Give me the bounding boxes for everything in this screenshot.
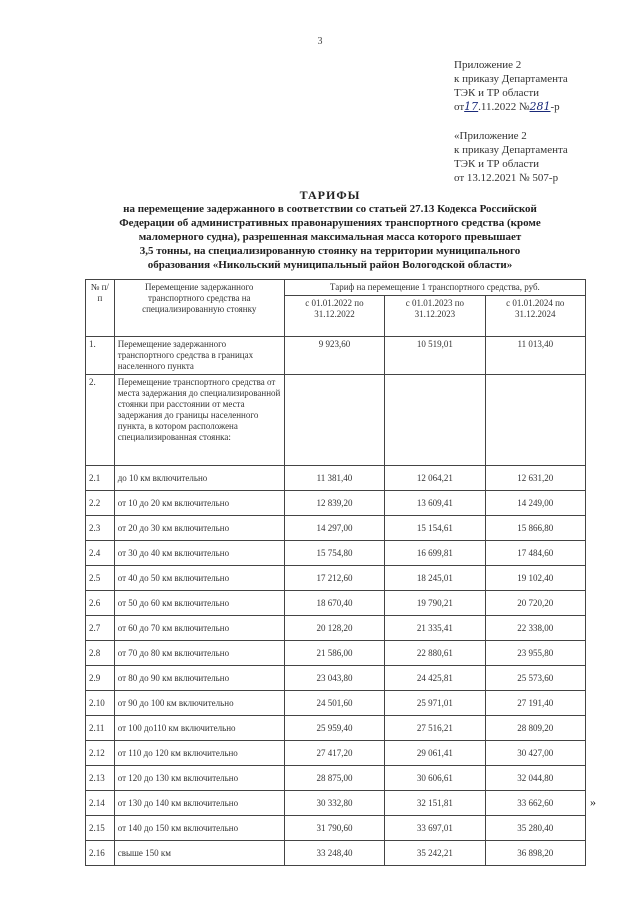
row-value: 12 631,20 xyxy=(485,466,585,491)
table-row xyxy=(86,841,586,866)
header-period: с 01.01.2022 по 31.12.2022 xyxy=(284,296,384,337)
table-row xyxy=(86,541,586,566)
row-value-empty xyxy=(485,375,585,466)
row-value: 12 839,20 xyxy=(284,491,384,516)
title-heading: ТАРИФЫ xyxy=(299,188,361,202)
row-value: 27 417,20 xyxy=(284,741,384,766)
row-value: 30 606,61 xyxy=(385,766,485,791)
row-value: 25 573,60 xyxy=(485,666,585,691)
title-line: 3,5 тонны, на специализированную стоянку на территории муниципального xyxy=(139,245,521,257)
row-value: 15 754,80 xyxy=(284,541,384,566)
row-num: 2.11 xyxy=(86,716,115,741)
appendix-line: ТЭК и ТР области xyxy=(454,158,540,170)
row-value: 33 662,60 xyxy=(485,791,585,816)
row-num: 2.12 xyxy=(86,741,115,766)
row-name: от 60 до 70 км включительно xyxy=(114,616,284,641)
row-value: 22 338,00 xyxy=(485,616,585,641)
appendix-current xyxy=(454,58,568,114)
appendix-line: от 13.12.2021 № 507-р xyxy=(454,172,559,184)
row-name: от 90 до 100 км включительно xyxy=(114,691,284,716)
closing-quote: » xyxy=(590,795,596,809)
table-row xyxy=(86,491,586,516)
row-value-empty xyxy=(284,375,384,466)
row-name: от 30 до 40 км включительно xyxy=(114,541,284,566)
row-num: 2.6 xyxy=(86,591,115,616)
row-value: 19 790,21 xyxy=(385,591,485,616)
row-value: 22 880,61 xyxy=(385,641,485,666)
row-value: 30 332,80 xyxy=(284,791,384,816)
row-value: 21 586,00 xyxy=(284,641,384,666)
row-value: 30 427,00 xyxy=(485,741,585,766)
row-num: 2.8 xyxy=(86,641,115,666)
header-period: с 01.01.2023 по 31.12.2023 xyxy=(385,296,485,337)
row-name: от 10 до 20 км включительно xyxy=(114,491,284,516)
document-title xyxy=(60,188,600,272)
row-value: 14 297,00 xyxy=(284,516,384,541)
row-value: 17 212,60 xyxy=(284,566,384,591)
row-num: 2.1 xyxy=(86,466,115,491)
row-num: 2.13 xyxy=(86,766,115,791)
row-name: от 140 до 150 км включительно xyxy=(114,816,284,841)
row-value: 10 519,01 xyxy=(385,337,485,375)
title-line: на перемещение задержанного в соответствии со статьей 27.13 Кодекса Российской xyxy=(123,203,537,215)
row-name: от 50 до 60 км включительно xyxy=(114,591,284,616)
row-value: 20 720,20 xyxy=(485,591,585,616)
row-value: 13 609,41 xyxy=(385,491,485,516)
row-value: 25 971,01 xyxy=(385,691,485,716)
row-value: 20 128,20 xyxy=(284,616,384,641)
table-row xyxy=(86,566,586,591)
row-num: 2.10 xyxy=(86,691,115,716)
row-value: 36 898,20 xyxy=(485,841,585,866)
header-num: № п/п xyxy=(86,280,115,337)
row-value: 28 809,20 xyxy=(485,716,585,741)
appendix-date-line xyxy=(454,100,568,114)
row-name: от 120 до 130 км включительно xyxy=(114,766,284,791)
row-value: 33 697,01 xyxy=(385,816,485,841)
table-row xyxy=(86,666,586,691)
appendix-line: к приказу Департамента xyxy=(454,73,568,85)
row-num: 2.16 xyxy=(86,841,115,866)
table-row xyxy=(86,691,586,716)
row-value: 9 923,60 xyxy=(284,337,384,375)
table-row xyxy=(86,816,586,841)
row-value: 35 242,21 xyxy=(385,841,485,866)
row-value: 18 245,01 xyxy=(385,566,485,591)
row-value: 14 249,00 xyxy=(485,491,585,516)
table-row xyxy=(86,766,586,791)
table-row xyxy=(86,791,586,816)
row-value: 27 191,40 xyxy=(485,691,585,716)
handwritten-number: 281 xyxy=(529,100,551,113)
row-name: Перемещение транспортного средства от места задержания до специализированной стоянки при расстоянии от места задержания до границы населенного пункта, в котором расположена специализированная стоянка: xyxy=(114,375,284,466)
row-value: 11 013,40 xyxy=(485,337,585,375)
row-name: от 130 до 140 км включительно xyxy=(114,791,284,816)
row-value: 29 061,41 xyxy=(385,741,485,766)
table-row xyxy=(86,641,586,666)
table-row xyxy=(86,741,586,766)
row-name: от 40 до 50 км включительно xyxy=(114,566,284,591)
date-rest: .11.2022 № xyxy=(478,101,530,113)
page-number: 3 xyxy=(317,36,323,47)
number-suffix: -р xyxy=(550,101,560,113)
table-row xyxy=(86,516,586,541)
table-row xyxy=(86,466,586,491)
row-value-empty xyxy=(385,375,485,466)
header-name: Перемещение задержанного транспортного средства на специализированную стоянку xyxy=(114,280,284,337)
row-value: 23 955,80 xyxy=(485,641,585,666)
row-name: от 70 до 80 км включительно xyxy=(114,641,284,666)
date-prefix: от xyxy=(454,101,465,113)
row-num: 2. xyxy=(86,375,115,466)
title-line: образования «Никольский муниципальный район Вологодской области» xyxy=(147,259,513,271)
row-num: 1. xyxy=(86,337,115,375)
row-num: 2.14 xyxy=(86,791,115,816)
row-name: от 80 до 90 км включительно xyxy=(114,666,284,691)
row-num: 2.9 xyxy=(86,666,115,691)
row-value: 27 516,21 xyxy=(385,716,485,741)
row-value: 33 248,40 xyxy=(284,841,384,866)
row-value: 35 280,40 xyxy=(485,816,585,841)
header-tariff: Тариф на перемещение 1 транспортного средства, руб. xyxy=(284,280,585,296)
row-value: 19 102,40 xyxy=(485,566,585,591)
row-num: 2.5 xyxy=(86,566,115,591)
row-name: до 10 км включительно xyxy=(114,466,284,491)
tariffs-table xyxy=(85,279,586,866)
row-value: 16 699,81 xyxy=(385,541,485,566)
row-value: 32 044,80 xyxy=(485,766,585,791)
row-name: от 100 до110 км включительно xyxy=(114,716,284,741)
title-line: Федерации об административных правонарушениях транспортного средства (кроме xyxy=(119,217,541,229)
row-name: от 20 до 30 км включительно xyxy=(114,516,284,541)
row-name: свыше 150 км xyxy=(114,841,284,866)
table-row xyxy=(86,716,586,741)
appendix-line: «Приложение 2 xyxy=(454,130,527,142)
row-value: 12 064,21 xyxy=(385,466,485,491)
row-value: 18 670,40 xyxy=(284,591,384,616)
row-name: от 110 до 120 км включительно xyxy=(114,741,284,766)
appendix-line: к приказу Департамента xyxy=(454,144,568,156)
row-value: 15 866,80 xyxy=(485,516,585,541)
row-name: Перемещение задержанного транспортного средства в границах населенного пункта xyxy=(114,337,284,375)
row-num: 2.4 xyxy=(86,541,115,566)
row-value: 17 484,60 xyxy=(485,541,585,566)
table-row xyxy=(86,591,586,616)
row-value: 23 043,80 xyxy=(284,666,384,691)
table-row xyxy=(86,616,586,641)
row-value: 31 790,60 xyxy=(284,816,384,841)
appendix-line: ТЭК и ТР области xyxy=(454,87,540,99)
row-value: 25 959,40 xyxy=(284,716,384,741)
title-line: маломерного судна), разрешенная максимальная масса которого превышает xyxy=(138,231,522,243)
row-value: 24 425,81 xyxy=(385,666,485,691)
row-value: 11 381,40 xyxy=(284,466,384,491)
row-value: 32 151,81 xyxy=(385,791,485,816)
row-value: 15 154,61 xyxy=(385,516,485,541)
row-num: 2.2 xyxy=(86,491,115,516)
appendix-line: Приложение 2 xyxy=(454,59,522,71)
row-num: 2.15 xyxy=(86,816,115,841)
row-value: 28 875,00 xyxy=(284,766,384,791)
row-num: 2.7 xyxy=(86,616,115,641)
row-value: 21 335,41 xyxy=(385,616,485,641)
row-value: 24 501,60 xyxy=(284,691,384,716)
appendix-previous xyxy=(454,129,568,185)
header-period: с 01.01.2024 по 31.12.2024 xyxy=(485,296,585,337)
row-num: 2.3 xyxy=(86,516,115,541)
handwritten-day: 17 xyxy=(464,100,479,113)
